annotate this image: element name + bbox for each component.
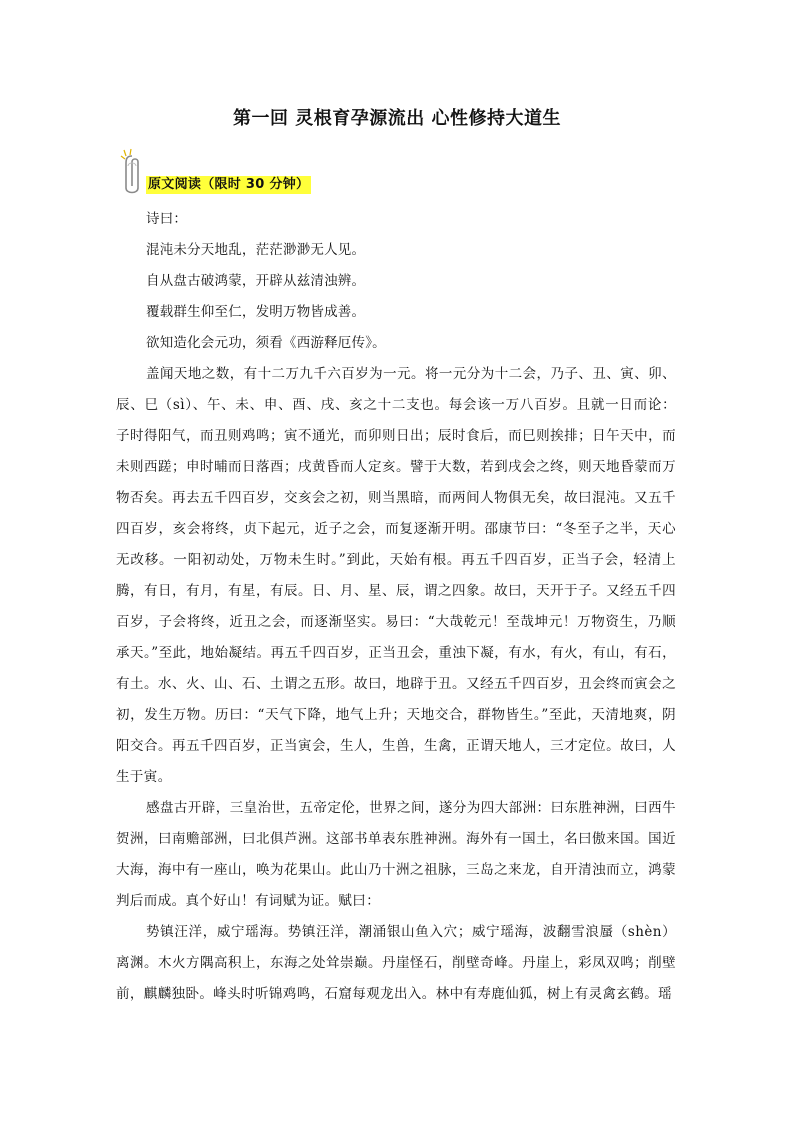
poem-line: 混沌未分天地乱，茫茫渺渺无人见。 [146,242,366,258]
poem-line: 自从盘古破鸿蒙，开辟从兹清浊辨。 [146,273,366,289]
paragraph: 势镇汪洋，威宁瑶海。势镇汪洋，潮涌银山鱼入穴；威宁瑶海，波翻雪浪蜃（shèn）离渊。木火方隅高积上，东海之处耸崇巅。丹崖怪石，削壁奇峰。丹崖上，彩凤双鸣；削壁前，麒麟独卧。峰头时听锦鸡鸣，石窟每观龙出入。林中有寿鹿仙狐，树上有灵禽玄鹤。瑶 [116,924,676,1002]
section-header [118,148,378,196]
paragraph: 感盘古开辟，三皇治世，五帝定伦，世界之间，遂分为四大部洲：曰东胜神洲，曰西牛贺洲，曰南赡部洲，曰北俱芦洲。这部书单表东胜神洲。海外有一国土，名曰傲来国。国近大海，海中有一座山，唤为花果山。此山乃十洲之祖脉，三岛之来龙，自开清浊而立，鸿蒙判后而成。真个好山！有词赋为证。赋曰： [116,800,676,909]
poem-line: 覆载群生仰至仁，发明万物皆成善。 [146,304,366,320]
section-label: 原文阅读（限时 30 分钟） [148,177,310,192]
reading-text [116,204,676,1010]
poem-line: 欲知造化会元功，须看《西游释厄传》。 [146,335,386,351]
poem-intro: 诗曰： [146,211,188,227]
paragraph: 盖闻天地之数，有十二万九千六百岁为一元。将一元分为十二会，乃子、丑、寅、卯、辰、巳（sì）、午、未、申、酉、戌、亥之十二支也。每会该一万八百岁。且就一日而论：子时得阳气，而丑则鸡鸣；寅不通光，而卯则日出；辰时食后，而巳则挨排；日午天中，而未则西蹉；申时晡而日落酉；戌黄昏而人定亥。譬于大数，若到戌会之终，则天地昏蒙而万物否矣。再去五千四百岁，交亥会之初，则当黑暗，而两间人物俱无矣，故曰混沌。又五千四百岁，亥会将终，贞下起元，近子之会，而复逐渐开明。邵康节曰：“冬至子之半，天心无改移。一阳初动处，万物未生时。”到此，天始有根。再五千四百岁，正当子会，轻清上腾，有日，有月，有星，有辰。日、月、星、辰，谓之四象。故曰，天开于子。又经五千四百岁，子会将终，近丑之会，而逐渐坚实。易曰：“大哉乾元！至哉坤元！万物资生，乃顺承天。”至此，地始凝结。再五千四百岁，正当丑会，重浊下凝，有水，有火，有山，有石，有土。水、火、山、石、土谓之五形。故曰，地辟于丑。又经五千四百岁，丑会终而寅会之初，发生万物。历曰：“天气下降，地气上升；天地交合，群物皆生。”至此，天清地爽，阴阳交合。再五千四百岁，正当寅会，生人，生兽，生禽，正谓天地人，三才定位。故曰，人生于寅。 [116,366,676,785]
paperclip-icon [118,148,146,196]
chapter-title: 第一回 灵根育孕源流出 心性修持大道生 [232,108,562,129]
